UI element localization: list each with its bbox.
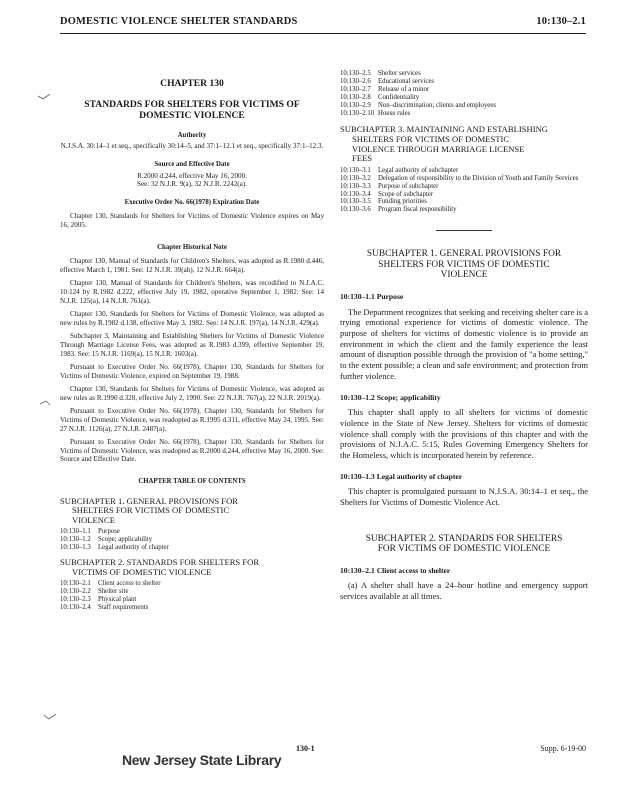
- toc-entry[interactable]: 10:130–3.3 Purpose of subchapter: [340, 182, 439, 190]
- toc-entry[interactable]: 10:130–2.5 Shelter services: [340, 70, 421, 77]
- history-paragraph: Chapter 130, Manual of Standards for Children's Shelters, was recodified to N.J.A.C. 10:124 by R.1982 d.222, effective July 19, 1982, operative September 1, 1982. See: 14 N.J.R. 125(a), 14 N.J.R. 761(a).: [60, 279, 324, 305]
- toc-subchapter-1-heading: SUBCHAPTER 1. GENERAL PROVISIONS FOR SHELTERS FOR VICTIMS OF DOMESTIC VIOLENCE: [60, 495, 239, 525]
- margin-check-mark: [44, 714, 56, 720]
- toc-entry[interactable]: 10:130–2.6 Educational services: [340, 77, 435, 85]
- history-paragraph: Chapter 130, Standards for Shelters for Victims of Domestic Violence, was adopted as new rules by R.1982 d.138, effective May 3, 1982. See: 14 N.J.R. 197(a), 14 N.J.R. 429(a).: [60, 310, 324, 327]
- authority-text: N.J.S.A. 30:14–1 et seq., specifically 30:14–5, and 37:1–12.1 et seq., specifically 37:1–12.3.: [60, 142, 324, 151]
- chapter-title: STANDARDS FOR SHELTERS FOR VICTIMS OF DOMESTIC VIOLENCE: [84, 99, 300, 122]
- section-2-1-text: (a) A shelter shall have a 24–hour hotline and emergency support services available at all times.: [340, 580, 588, 602]
- subchapter-2-heading: SUBCHAPTER 2. STANDARDS FOR SHELTERS FOR VICTIMS OF DOMESTIC VIOLENCE: [365, 533, 563, 555]
- toc-entry[interactable]: 10:130–3.5 Funding priorities: [340, 198, 427, 206]
- toc-entry[interactable]: 10:130–3.6 Program fiscal responsibility: [340, 206, 457, 214]
- toc-subchapter-1-list: [60, 528, 324, 552]
- margin-check-mark: [40, 400, 52, 406]
- history-paragraph: Chapter 130, Standards for Shelters for Victims of Domestic Violence, was adopted as new rules as R.1990 d.328, effective July 2, 1990. See: 22 N.J.R. 767(a), 22 N.J.R. 2019(a).: [60, 385, 324, 402]
- authority-heading: Authority: [177, 131, 207, 139]
- running-header: [60, 14, 586, 34]
- history-paragraph: Pursuant to Executive Order No. 66(1978), Chapter 130, Standards for Shelters for Victims of Domestic Violence, expired on September 19, 1988.: [60, 363, 324, 380]
- section-1-2-text: This chapter shall apply to all shelters for victims of domestic violence in the State of New Jersey. Shelters for victims of domestic violence shall comply with the provisions of this chapter and with the provisions of N.J.A.C. 5:15, Rules Governing Emergency Shelters for the Homeless, which is incorporated herein by reference.: [340, 407, 588, 460]
- toc-entry[interactable]: 10:130–1.2 Scope; applicability: [60, 536, 153, 544]
- toc-entry[interactable]: 10:130–1.3 Legal authority of chapter: [60, 544, 169, 552]
- toc-subchapter-2-list: [60, 580, 324, 612]
- subchapter-1-heading: SUBCHAPTER 1. GENERAL PROVISIONS FOR SHELTERS FOR VICTIMS OF DOMESTIC VIOLENCE: [366, 249, 562, 281]
- history-paragraph: Subchapter 3, Maintaining and Establishing Shelters for Victims of Domestic Violence Through Marriage License Fees, was adopted as R.1983 d.399, effective September 19, 1983. See: 15 N.J.R. 1169(a), 15 N.J.R. 1603(a).: [60, 332, 324, 358]
- header-title: DOMESTIC VIOLENCE SHELTER STANDARDS: [60, 16, 298, 27]
- toc-subchapter-3-list: [340, 167, 588, 214]
- toc-entry[interactable]: 10:130–2.1 Client access to shelter: [60, 580, 161, 588]
- history-paragraph: Pursuant to Executive Order No. 66(1978), Chapter 130, Standards for Shelters for Victims of Domestic Violence, was readopted as R.1995 d.311, effective May 24, 1995. See: 27 N.J.R. 1126(a), 27 N.J.R. 2487(a).: [60, 407, 324, 433]
- section-1-1-heading: 10:130–1.1 Purpose: [340, 292, 404, 302]
- toc-entry[interactable]: 10:130–2.4 Staff requirements: [60, 604, 149, 612]
- page-number: 130-1: [296, 744, 315, 753]
- section-1-1-text: The Department recognizes that seeking and receiving shelter care is a trying emotional experience for victims of domestic violence. The purpose of shelters for victims of domestic violence is to provide an environment in which the client and the family experience the least amount of disruption possible through the provision of "a home setting," to the extent possible; a clean and safe environment; and protection from further violence.: [340, 306, 588, 381]
- section-divider: [436, 230, 492, 231]
- source-heading: Source and Effective Date: [154, 161, 230, 168]
- expiration-heading: Executive Order No. 66(1978) Expiration Date: [124, 198, 260, 206]
- toc-subchapter-3-heading: SUBCHAPTER 3. MAINTAINING AND ESTABLISHING SHELTERS FOR VICTIMS OF DOMESTIC VIOLENCE THROUGH MARRIAGE LICENSE FEES: [340, 124, 548, 164]
- margin-check-mark: [38, 94, 50, 100]
- source-line-2: See: 32 N.J.R. 9(a), 32 N.J.R. 2242(a).: [137, 180, 247, 189]
- source-line-1: R.2000 d.244, effective May 16, 2000.: [137, 171, 247, 180]
- section-1-3-text: This chapter is promulgated pursuant to N.J.S.A. 30:14–1 et seq., the Shelters for Victims of Domestic Violence Act.: [340, 486, 588, 507]
- toc-heading: CHAPTER TABLE OF CONTENTS: [138, 478, 246, 486]
- toc-entry[interactable]: 10:130–1.1 Purpose: [60, 528, 120, 536]
- toc-entry[interactable]: 10:130–2.9 Non–discrimination; clients and employees: [340, 101, 496, 109]
- toc-entry[interactable]: 10:130–2.7 Release of a minor: [340, 85, 430, 93]
- toc-subchapter-2-continued: [340, 70, 588, 117]
- header-section-number: 10:130–2.1: [536, 16, 586, 27]
- toc-entry[interactable]: 10:130–3.1 Legal authority of subchapter: [340, 166, 459, 174]
- history-heading: Chapter Historical Note: [157, 243, 227, 251]
- toc-entry[interactable]: 10:130–3.4 Scope of subchapter: [340, 190, 434, 198]
- library-stamp: New Jersey State Library: [122, 752, 282, 768]
- right-column: [340, 70, 588, 602]
- toc-entry[interactable]: 10:130–3.2 Delegation of responsibility to the Division of Youth and Family Services: [340, 174, 579, 182]
- section-1-3-heading: 10:130–1.3 Legal authority of chapter: [340, 471, 463, 481]
- history-paragraph: Chapter 130, Manual of Standards for Children's Shelters, was adopted as R.1980 d.446, effective March 1, 1981. See: 12 N.J.R. 39(ab), 12 N.J.R. 664(a).: [60, 257, 324, 274]
- left-column: [60, 70, 324, 612]
- section-2-1-heading: 10:130–2.1 Client access to shelter: [340, 565, 451, 575]
- chapter-label: CHAPTER 130: [160, 78, 224, 89]
- toc-entry[interactable]: 10:130–2.2 Shelter site: [60, 588, 129, 596]
- section-1-2-heading: 10:130–1.2 Scope; applicability: [340, 392, 441, 402]
- toc-entry[interactable]: 10:130–2.3 Physical plant: [60, 596, 137, 604]
- supplement-date: Supp. 6-19-00: [540, 744, 586, 753]
- expiration-text: Chapter 130, Standards for Shelters for Victims of Domestic Violence expires on May 16, 2005.: [60, 212, 324, 229]
- toc-subchapter-2-heading: SUBCHAPTER 2. STANDARDS FOR SHELTERS FOR VICTIMS OF DOMESTIC VIOLENCE: [60, 557, 260, 577]
- history-paragraph: Pursuant to Executive Order No. 66(1978), Chapter 130, Standards for Shelters for Victims of Domestic Violence, was readopted as R.2000 d.244, effective May 16, 2000. See: Source and Effective Date.: [60, 438, 324, 464]
- toc-entry[interactable]: 10:130–2.8 Confidentiality: [340, 93, 420, 101]
- toc-entry[interactable]: 10:130–2.10 House rules: [340, 109, 411, 117]
